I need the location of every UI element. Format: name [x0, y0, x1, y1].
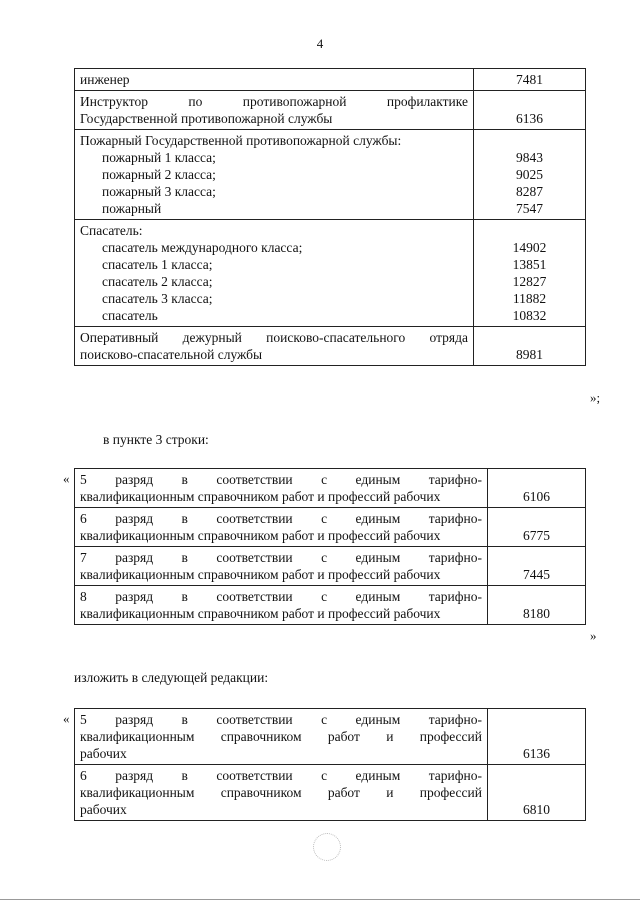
salary-cell: 6810 [488, 765, 586, 821]
grade-cell: 8 разряд в соответствии с единым тарифно- квалификационным справочником работ и профессий рабочих [75, 586, 488, 625]
position-cell: Спасатель: спасатель международного класса; спасатель 1 класса; спасатель 2 класса; спасатель 3 класса; спасатель [75, 220, 474, 327]
salary-cell: 9843 9025 8287 7547 [474, 130, 586, 220]
table-row [75, 91, 586, 130]
page-bottom-edge [0, 899, 640, 900]
salary-table-1 [74, 68, 586, 366]
position-cell: Инструктор по противопожарной профилактике Государственной противопожарной службы [75, 91, 474, 130]
salary-cell: 7481 [474, 69, 586, 91]
table-row [75, 130, 586, 220]
salary-cell: 14902 13851 12827 11882 10832 [474, 220, 586, 327]
position-cell: инженер [75, 69, 474, 91]
table-row [75, 709, 586, 765]
closing-quote: »; [590, 390, 601, 405]
grade-table-old [74, 468, 586, 625]
salary-cell: 6106 [488, 469, 586, 508]
paragraph-text: изложить в следующей редакции: [74, 670, 269, 685]
opening-quote: « [63, 711, 70, 726]
salary-cell: 7445 [488, 547, 586, 586]
salary-cell: 6136 [474, 91, 586, 130]
salary-cell: 6775 [488, 508, 586, 547]
position-cell: Оперативный дежурный поисково-спасательного отряда поисково-спасательной службы [75, 327, 474, 366]
table-row [75, 547, 586, 586]
salary-cell: 6136 [488, 709, 586, 765]
table-row [75, 469, 586, 508]
table-row [75, 508, 586, 547]
grade-table-new [74, 708, 586, 821]
salary-cell: 8981 [474, 327, 586, 366]
salary-cell: 8180 [488, 586, 586, 625]
table-row [75, 220, 586, 327]
page-number: 4 [316, 36, 324, 51]
grade-cell: 6 разряд в соответствии с единым тарифно- квалификационным справочником работ и профессий рабочих [75, 508, 488, 547]
position-cell: Пожарный Государственной противопожарной службы: пожарный 1 класса; пожарный 2 класса; пожарный 3 класса; пожарный [75, 130, 474, 220]
grade-cell: 5 разряд в соответствии с единым тарифно- квалификационным справочником работ и профессий рабочих [75, 469, 488, 508]
table-row [75, 765, 586, 821]
opening-quote: « [63, 471, 70, 486]
table-row [75, 327, 586, 366]
table-row [75, 69, 586, 91]
closing-quote: » [590, 628, 597, 643]
table-row [75, 586, 586, 625]
grade-cell: 5 разряд в соответствии с единым тарифно- квалификационным справочником работ и профессий рабочих [75, 709, 488, 765]
stamp-mark [313, 833, 341, 861]
grade-cell: 7 разряд в соответствии с единым тарифно- квалификационным справочником работ и профессий рабочих [75, 547, 488, 586]
paragraph-text: в пункте 3 строки: [103, 432, 209, 447]
grade-cell: 6 разряд в соответствии с единым тарифно- квалификационным справочником работ и профессий рабочих [75, 765, 488, 821]
